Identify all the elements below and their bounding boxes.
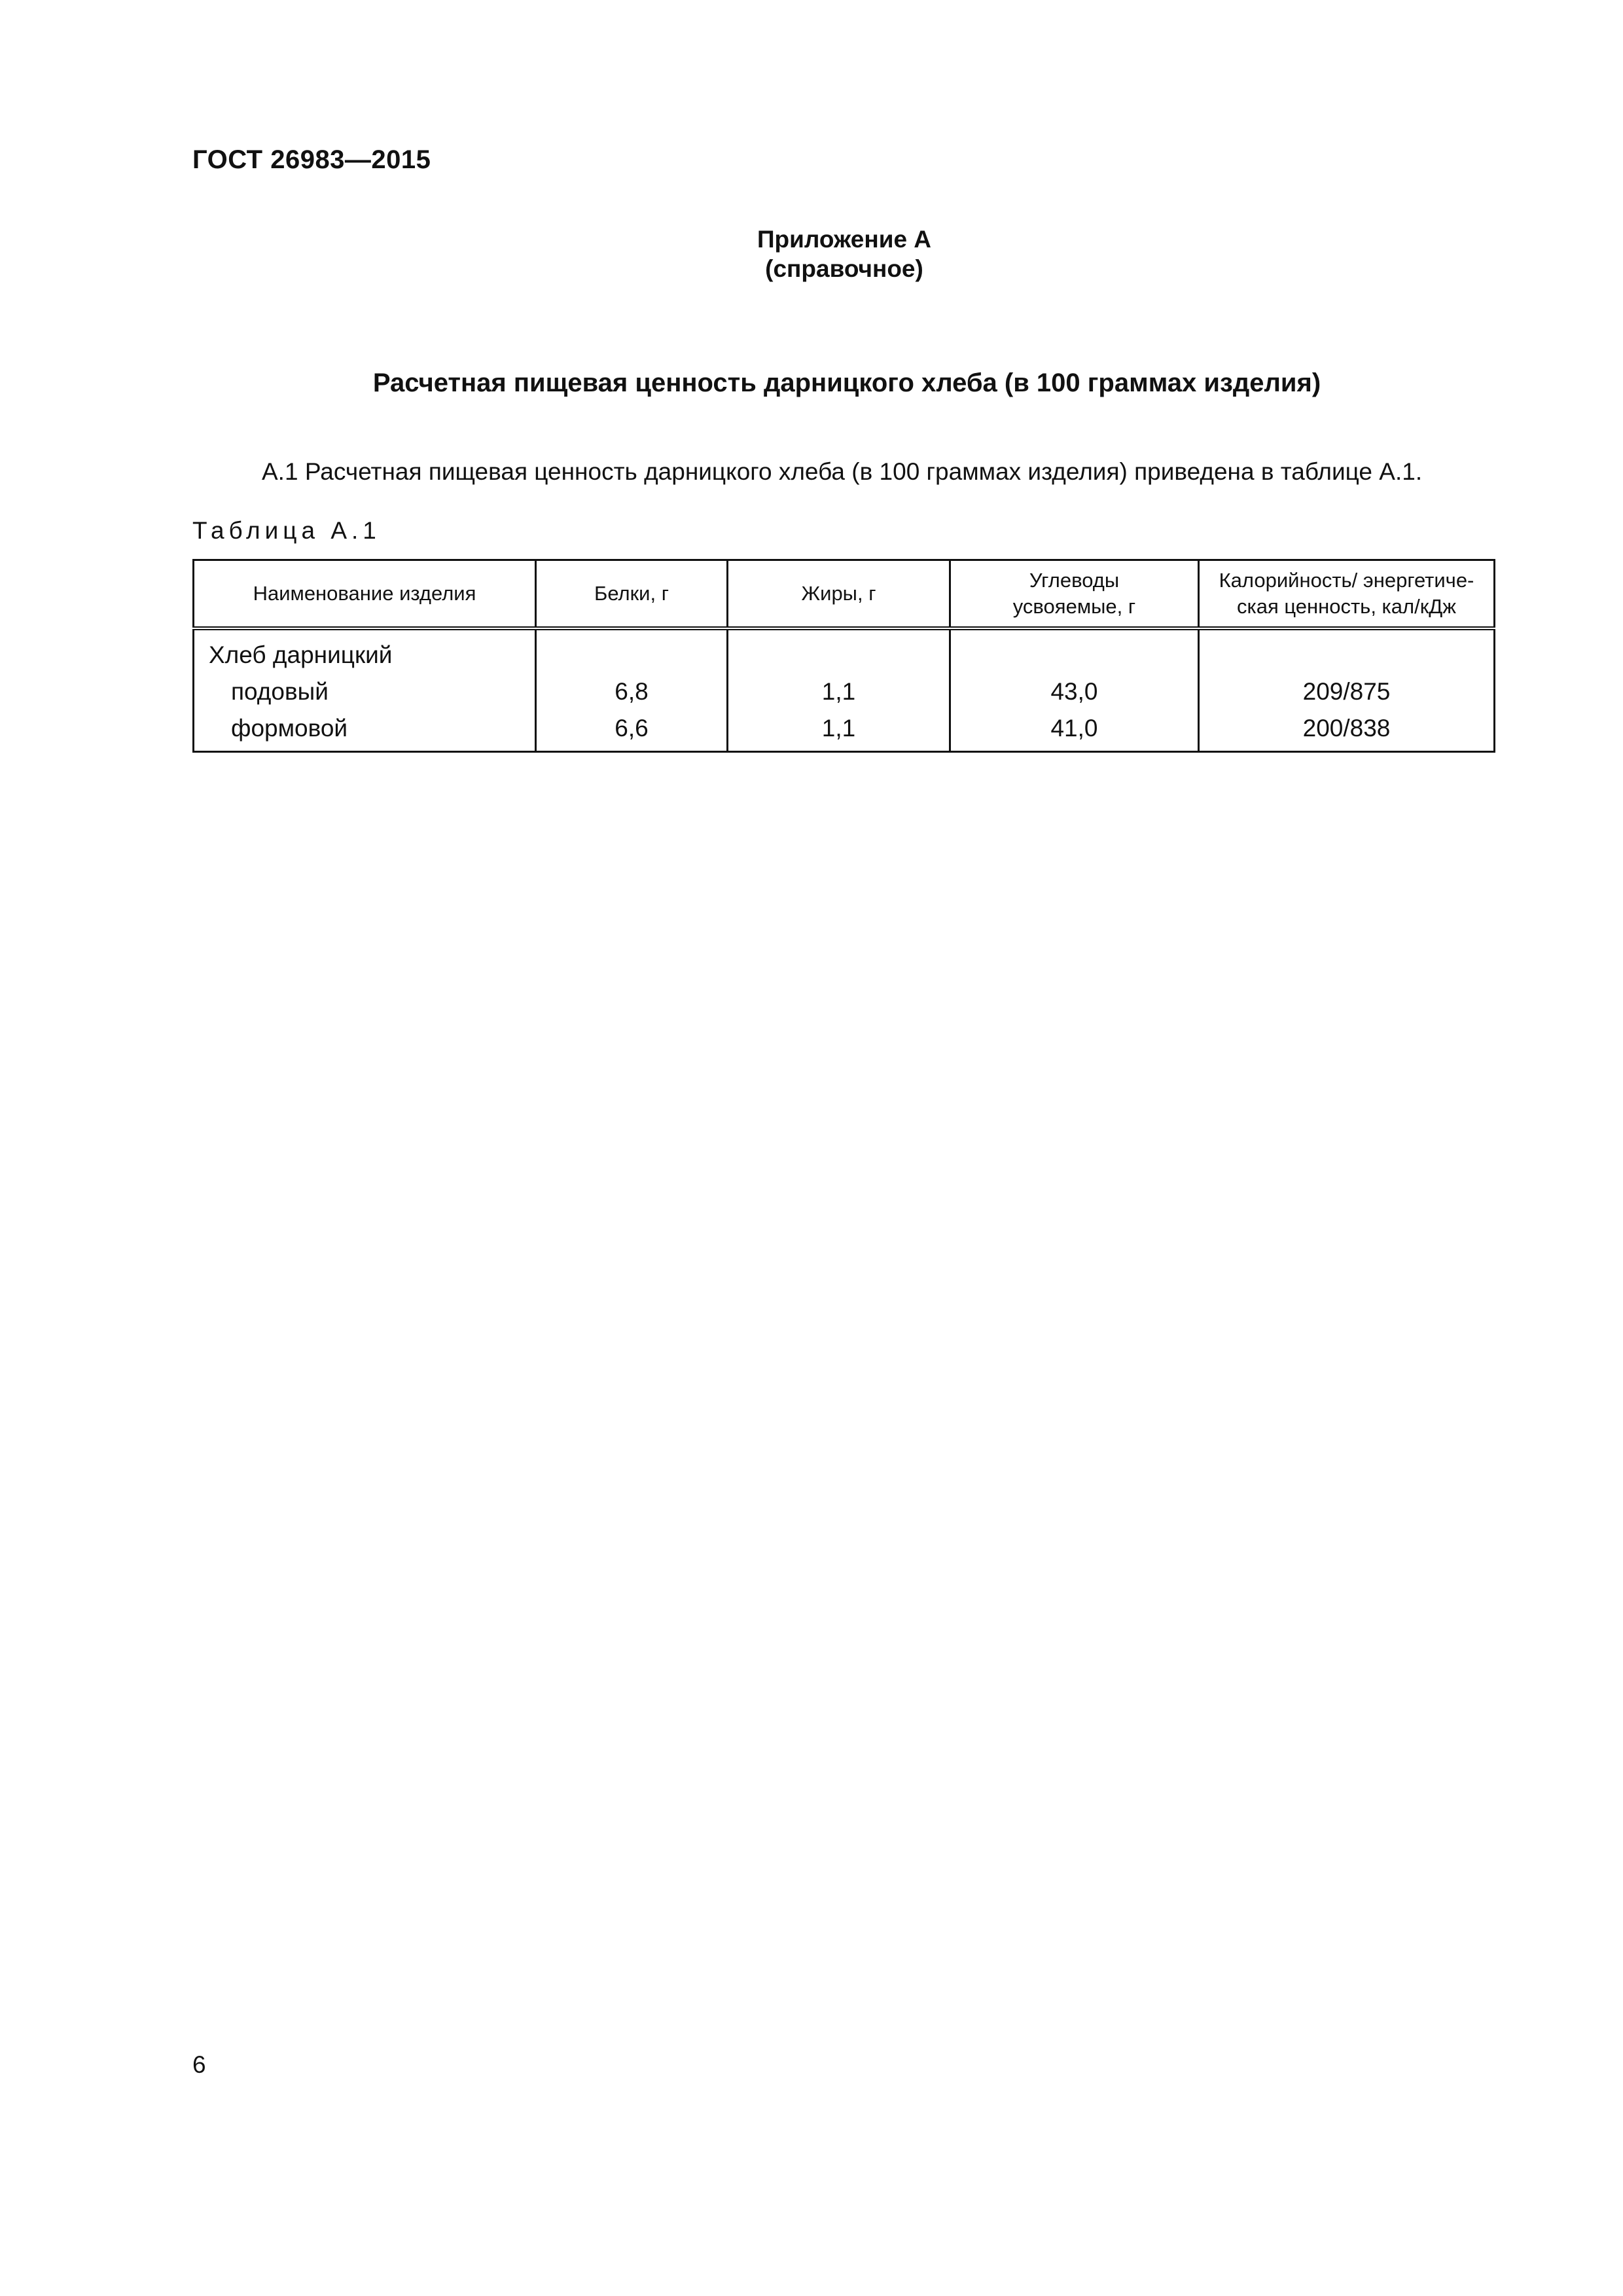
header-protein: Белки, г [536,560,728,629]
nutrition-table [192,559,1495,753]
table-row [194,710,1495,752]
table-caption: Таблица А.1 [192,517,381,544]
row-fat: 1,1 [728,673,950,710]
row-name: формовой [194,710,536,752]
row-protein: 6,6 [536,710,728,752]
row-name: подовый [194,673,536,710]
section-heading: Расчетная пищевая ценность дарницкого хлеба (в 100 граммах изделия) [372,368,1321,397]
document-code: ГОСТ 26983—2015 [192,145,431,174]
appendix-kind: (справочное) [765,255,923,282]
header-energy [1199,560,1495,629]
row-fat: 1,1 [728,710,950,752]
row-energy: 200/838 [1199,710,1495,752]
appendix-title: Приложение А [757,226,932,253]
table-header-row [194,560,1495,629]
header-energy-line2: ская ценность, кал/кДж [1236,595,1457,618]
row-protein: 6,8 [536,673,728,710]
row-carbs: 41,0 [950,710,1199,752]
body-paragraph: А.1 Расчетная пищевая ценность дарницкого хлеба (в 100 граммах изделия) приведена в таблице А.1. [262,458,1423,485]
group-name: Хлеб дарницкий [194,628,536,673]
row-carbs: 43,0 [950,673,1199,710]
table-row [194,673,1495,710]
header-carbs-line1: Углеводы [1029,569,1120,592]
header-product-name: Наименование изделия [194,560,536,629]
table-group-row [194,628,1495,673]
page-number: 6 [192,2051,206,2078]
header-carbs [950,560,1199,629]
row-energy: 209/875 [1199,673,1495,710]
header-carbs-line2: усвояемые, г [1012,595,1136,618]
header-energy-line1: Калорийность/ энергетиче- [1219,569,1474,592]
header-fat: Жиры, г [728,560,950,629]
